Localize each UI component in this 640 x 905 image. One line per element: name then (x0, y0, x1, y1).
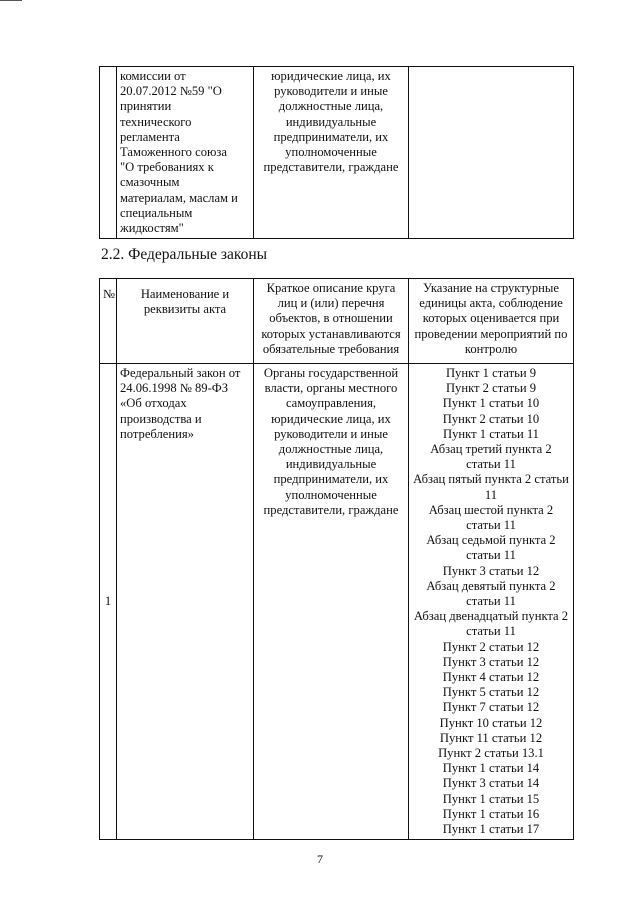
structure-unit: Пункт 2 статьи 13.1 (438, 746, 544, 761)
act-name-line: Таможенного союза (120, 145, 227, 160)
act-name-line: «Об отходах (120, 396, 187, 411)
structure-unit: Абзац двенадцатый пункта 2 статьи 11 (413, 609, 569, 639)
subjects-line: Органы государственной (263, 366, 399, 380)
structure-unit: Пункт 2 статьи 9 (445, 381, 537, 396)
structure-unit: Абзац пятый пункта 2 статьи 11 (413, 472, 569, 502)
subjects-line: уполномоченные (285, 487, 377, 502)
subjects-line: индивидуальные (285, 114, 377, 129)
subjects-line: представители, граждане (263, 502, 399, 517)
subjects-line: самоуправления, (285, 396, 377, 411)
subjects-line: руководители и иные (274, 426, 388, 441)
table-row (100, 364, 574, 840)
subjects-line: уполномоченные (285, 145, 377, 160)
subjects-line: руководители и иные (274, 84, 388, 99)
header-description: Краткое описание круга лиц и (или) перечня объектов, в отношении которых устанавливаются обязательные требования (254, 279, 409, 364)
act-name-line: специальным (120, 205, 193, 220)
act-name-line: комиссии от (120, 69, 186, 83)
subjects-line: индивидуальные (285, 457, 377, 472)
structure-unit: Пункт 1 статьи 14 (442, 761, 540, 776)
subjects-cell (254, 364, 409, 840)
table-row (100, 67, 574, 239)
structure-unit: Абзац третий пункта 2 статьи 11 (430, 442, 552, 472)
structure-unit: Пункт 3 статьи 12 (442, 654, 540, 669)
act-name-line: принятии (120, 99, 172, 114)
structure-unit: Пункт 1 статьи 17 (442, 822, 540, 837)
act-name-line: 20.07.2012 №59 "О (120, 84, 222, 99)
structure-unit: Пункт 3 статьи 14 (442, 776, 540, 791)
act-name-line: смазочным (120, 175, 180, 190)
subjects-line: предприниматели, их (273, 472, 389, 487)
structure-cell (409, 67, 574, 239)
structure-unit: Пункт 1 статьи 9 (445, 366, 537, 380)
structure-unit: Пункт 11 статьи 12 (439, 730, 543, 745)
structure-unit: Пункт 1 статьи 16 (442, 806, 540, 821)
structure-unit: Пункт 5 статьи 12 (442, 685, 540, 700)
act-name-line: производства и (120, 411, 202, 426)
act-name-line: регламента (120, 129, 180, 144)
subjects-line: должностные лица, (278, 442, 384, 457)
subjects-cell (254, 67, 409, 239)
structure-unit: Пункт 7 статьи 12 (442, 700, 540, 715)
subjects-line: должностные лица, (278, 99, 384, 114)
structure-unit: Абзац девятый пункта 2 статьи 11 (426, 578, 556, 609)
scan-corner-mark (0, 0, 22, 1)
act-name-line: материалам, маслам и (120, 190, 238, 205)
table-header-row (100, 279, 574, 364)
federal-laws-table (99, 278, 574, 840)
row-number: 1 (100, 364, 117, 840)
subjects-line: юридические лица, их (271, 411, 391, 426)
header-structure: Указание на структурные единицы акта, соблюдение которых оценивается при проведении мероприятий по контролю (409, 279, 574, 364)
structure-unit: Абзац шестой пункта 2 статьи 11 (428, 502, 554, 533)
subjects-line: предприниматели, их (273, 129, 389, 144)
section-title: 2.2. Федеральные законы (101, 246, 268, 263)
continuation-table (99, 66, 574, 239)
header-num: № (100, 279, 117, 364)
num-cell (100, 67, 117, 239)
subjects-line: юридические лица, их (271, 69, 391, 83)
act-name-line: жидкостям" (120, 221, 184, 236)
structure-unit: Пункт 2 статьи 12 (442, 639, 540, 654)
structure-unit: Пункт 4 статьи 12 (442, 670, 540, 685)
page-number: 7 (317, 852, 323, 866)
subjects-line: власти, органы местного (264, 381, 398, 396)
act-name-line: "О требованиях к (120, 160, 214, 175)
structure-unit: Пункт 1 статьи 11 (443, 426, 539, 441)
act-name-line: Федеральный закон от (120, 366, 241, 380)
act-name-line: потребления» (120, 426, 194, 441)
structure-unit: Пункт 3 статьи 12 (442, 563, 540, 578)
structure-unit: Пункт 1 статьи 15 (442, 791, 540, 806)
act-name-cell (117, 364, 254, 840)
subjects-line: представители, граждане (263, 160, 399, 175)
act-name-line: 24.06.1998 № 89-ФЗ (120, 381, 229, 396)
structure-unit: Пункт 2 статьи 10 (442, 411, 540, 426)
act-name-line: технического (120, 114, 192, 129)
header-name: Наименование и реквизиты акта (117, 279, 254, 364)
structure-unit: Пункт 1 статьи 10 (442, 396, 540, 411)
act-name-cell (117, 67, 254, 239)
structure-units-cell (409, 364, 574, 840)
structure-unit: Пункт 10 статьи 12 (439, 715, 543, 730)
structure-unit: Абзац седьмой пункта 2 статьи 11 (426, 533, 556, 563)
